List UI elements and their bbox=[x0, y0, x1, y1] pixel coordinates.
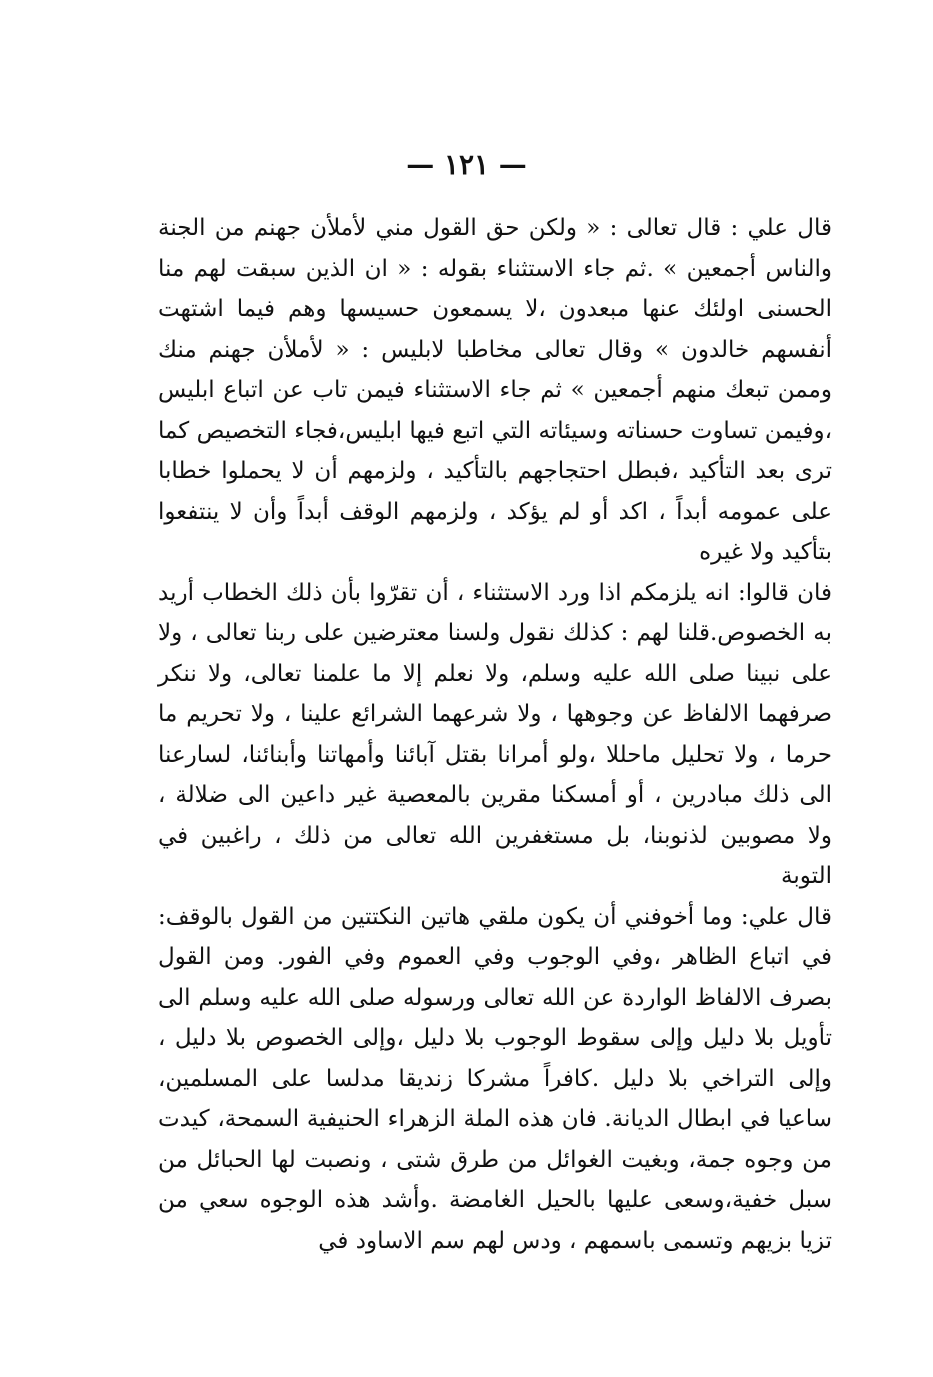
paragraph-3: قال علي: وما أخوفني أن يكون ملقي هاتين النكتتين من القول بالوقف: في اتباع الظاهر ،وفي الوجوب وفي العموم وفي الفور. ومن القول بصرف الالفاظ الواردة عن الله تعالى ورسوله صلى الله عليه وسلم الى تأويل بلا دليل وإلى سقوط الوجوب بلا دليل ،وإلى الخصوص بلا دليل ، وإلى التراخي بلا دليل .كافراً مشركا زنديقا مدلسا على المسلمين، ساعيا في ابطال الديانة. فان هذه الملة الزهراء الحنيفية السمحة، كيدت من وجوه جمة، وبغيت الغوائل من طرق شتى ، ونصبت لها الحبائل من سبل خفية،وسعى عليها بالحيل الغامضة .وأشد هذه الوجوه سعي من تزيا بزيهم وتسمى باسمهم ، ودس لهم سم الاساود في bbox=[158, 903, 832, 1254]
page-number: — ١٢١ — bbox=[406, 148, 527, 181]
paragraph-1: قال علي : قال تعالى : « ولكن حق القول مني لأملأن جهنم من الجنة والناس أجمعين » .ثم جاء الاستثناء بقوله : « ان الذين سبقت لهم منا الحسنى اولئك عنها مبعدون ،لا يسمعون حسيسها وهم فيما اشتهت أنفسهم خالدون » وقال تعالى مخاطبا لابليس : « لأملأن جهنم منك وممن تبعك منهم أجمعين » ثم جاء الاستثناء فيمن تاب عن اتباع ابليس ،وفيمن تساوت حسناته وسيئاته التي اتبع فيها ابليس،فجاء التخصيص كما ترى بعد التأكيد ،فبطل احتجاجهم بالتأكيد ، ولزمهم أن لا يحملوا خطابا على عمومه أبداً ، اكد أو لم يؤكد ، ولزمهم الوقف أبداً وأن لا ينتفعوا بتأكيد ولا غيره bbox=[158, 215, 832, 565]
paragraph-2: فان قالوا: انه يلزمكم اذا ورد الاستثناء ، أن تقرّوا بأن ذلك الخطاب أريد به الخصوص.قلنا لهم : كذلك نقول ولسنا معترضين على ربنا تعالى ، ولا على نبينا صلى الله عليه وسلم، ولا نعلم إلا ما علمنا تعالى، ولا ننكر صرفهما الالفاظ عن وجوهها ، ولا شرعهما الشرائع علينا ، ولا تحريم ما حرما ، ولا تحليل ماحللا ،ولو أمرانا بقتل آبائنا وأمهاتنا وأبنائنا، لسارعنا الى ذلك مبادرين ، أو أمسكنا مقرين بالمعصية غير داعين الى ضلالة ، ولا مصوبين لذنوبنا، بل مستغفرين الله تعالى من ذلك ، راغبين في التوبة bbox=[158, 579, 832, 889]
body-text bbox=[158, 208, 832, 1261]
